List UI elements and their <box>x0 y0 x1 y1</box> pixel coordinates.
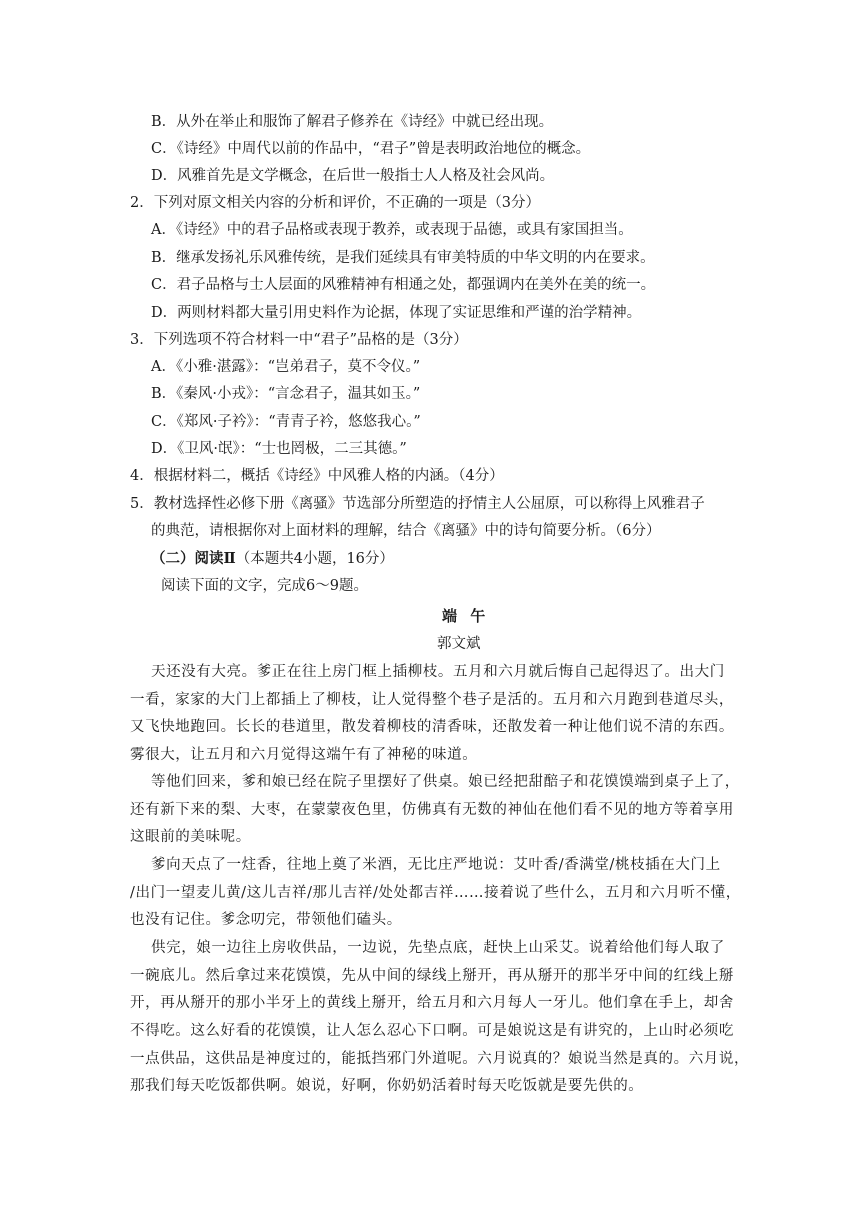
q4-stem: 4．根据材料二，概括《诗经》中风雅人格的内涵。（4分） <box>130 468 504 484</box>
article-p4-line: 开，再从掰开的那小半牙上的黄线上掰开，给五月和六月每人一牙儿。他们拿在手上，却舍 <box>130 995 734 1011</box>
q3-option-b: B．《秦风·小戎》：“言念君子，温其如玉。” <box>151 386 421 402</box>
article-p4-line: 一点供品，这供品是神度过的，能抵挡邪门外道呢。六月说真的？娘说当然是真的。六月说， <box>130 1051 750 1067</box>
q1-option-d: D．风雅首先是文学概念，在后世一般指士人人格及社会风尚。 <box>151 168 555 184</box>
article-p1-line: 天还没有大亮。爹正在往上房门框上插柳枝。五月和六月就后悔自己起得迟了。出大门 <box>151 664 725 680</box>
q2-stem: 2．下列对原文相关内容的分析和评价，不正确的一项是（3分） <box>130 195 540 211</box>
section-heading <box>151 549 394 569</box>
q1-option-c: C．《诗经》中周代以前的作品中，“君子”曾是表明政治地位的概念。 <box>151 141 591 157</box>
section-instruction: 阅读下面的文字，完成6～9题。 <box>161 578 368 594</box>
section-heading-label: （二）阅读Ⅱ <box>151 550 236 567</box>
article-p1-line: 雾很大，让五月和六月觉得这端午有了神秘的味道。 <box>130 747 478 763</box>
article-p4-line: 不得吃。这么好看的花馍馍，让人怎么忍心下口啊。可是娘说这是有讲究的，上山时必须吃 <box>130 1023 734 1039</box>
q5-stem-line2: 的典范，请根据你对上面材料的理解，结合《离骚》中的诗句简要分析。（6分） <box>151 523 661 539</box>
article-p4-line: 一碗底儿。然后拿过来花馍馍，先从中间的绿线上掰开，再从掰开的那半牙中间的红线上掰 <box>130 968 734 984</box>
article-p3-line: 爹向天点了一炷香，往地上奠了米酒，无比庄严地说：艾叶香/香满堂/桃枝插在大门上 <box>151 857 721 873</box>
q3-option-c: C．《郑风·子衿》：“青青子衿，悠悠我心。” <box>151 414 421 430</box>
article-p2-line: 这眼前的美味呢。 <box>130 829 251 845</box>
article-p1-line: 一看，家家的大门上都插上了柳枝，让人觉得整个巷子是活的。五月和六月跑到巷道尽头， <box>130 692 734 708</box>
q2-option-a: A．《诗经》中的君子品格或表现于教养，或表现于品德，或具有家国担当。 <box>151 222 633 238</box>
article-p1-line: 又飞快地跑回。长长的巷道里，散发着柳枝的清香味，还散发着一种让他们说不清的东西。 <box>130 719 734 735</box>
q5-stem-line1: 5．教材选择性必修下册《离骚》节选部分所塑造的抒情主人公屈原，可以称得上风雅君子 <box>130 496 705 512</box>
article-p3-line: /出门一望麦儿黄/这儿吉祥/那儿吉祥/处处都吉祥……接着说了些什么，五月和六月听不懂， <box>130 885 741 901</box>
q1-option-b: B．从外在举止和服饰了解君子修养在《诗经》中就已经出现。 <box>151 114 554 130</box>
q2-option-b: B．继承发扬礼乐风雅传统，是我们延续具有审美特质的中华文明的内在要求。 <box>151 250 655 266</box>
article-author: 郭文斌 <box>437 636 481 652</box>
section-heading-note: （本题共4小题，16分） <box>235 551 394 567</box>
q3-option-a: A．《小雅·湛露》：“岂弟君子，莫不令仪。” <box>151 359 421 375</box>
article-title: 端 午 <box>442 607 490 625</box>
q2-option-c: C．君子品格与士人层面的风雅精神有相通之处，都强调内在美外在美的统一。 <box>151 277 656 293</box>
article-p4-line: 那我们每天吃饭都供啊。娘说，好啊，你奶奶活着时每天吃饭就是要先供的。 <box>130 1078 644 1094</box>
q2-option-d: D．两则材料都大量引用史料作为论据，体现了实证思维和严谨的治学精神。 <box>151 305 642 321</box>
q3-stem: 3．下列选项不符合材料一中“君子”品格的是（3分） <box>130 332 468 348</box>
article-p2-line: 等他们回来，爹和娘已经在院子里摆好了供桌。娘已经把甜醅子和花馍馍端到桌子上了， <box>151 774 740 790</box>
article-p4-line: 供完，娘一边往上房收供品，一边说，先垫点底，赶快上山采艾。说着给他们每人取了 <box>151 940 725 956</box>
article-p2-line: 还有新下来的梨、大枣，在蒙蒙夜色里，仿佛真有无数的神仙在他们看不见的地方等着享用 <box>130 802 734 818</box>
q3-option-d: D．《卫风·氓》：“士也罔极，二三其德。” <box>151 441 407 457</box>
article-p3-line: 也没有记住。爹念叨完，带领他们磕头。 <box>130 912 402 928</box>
